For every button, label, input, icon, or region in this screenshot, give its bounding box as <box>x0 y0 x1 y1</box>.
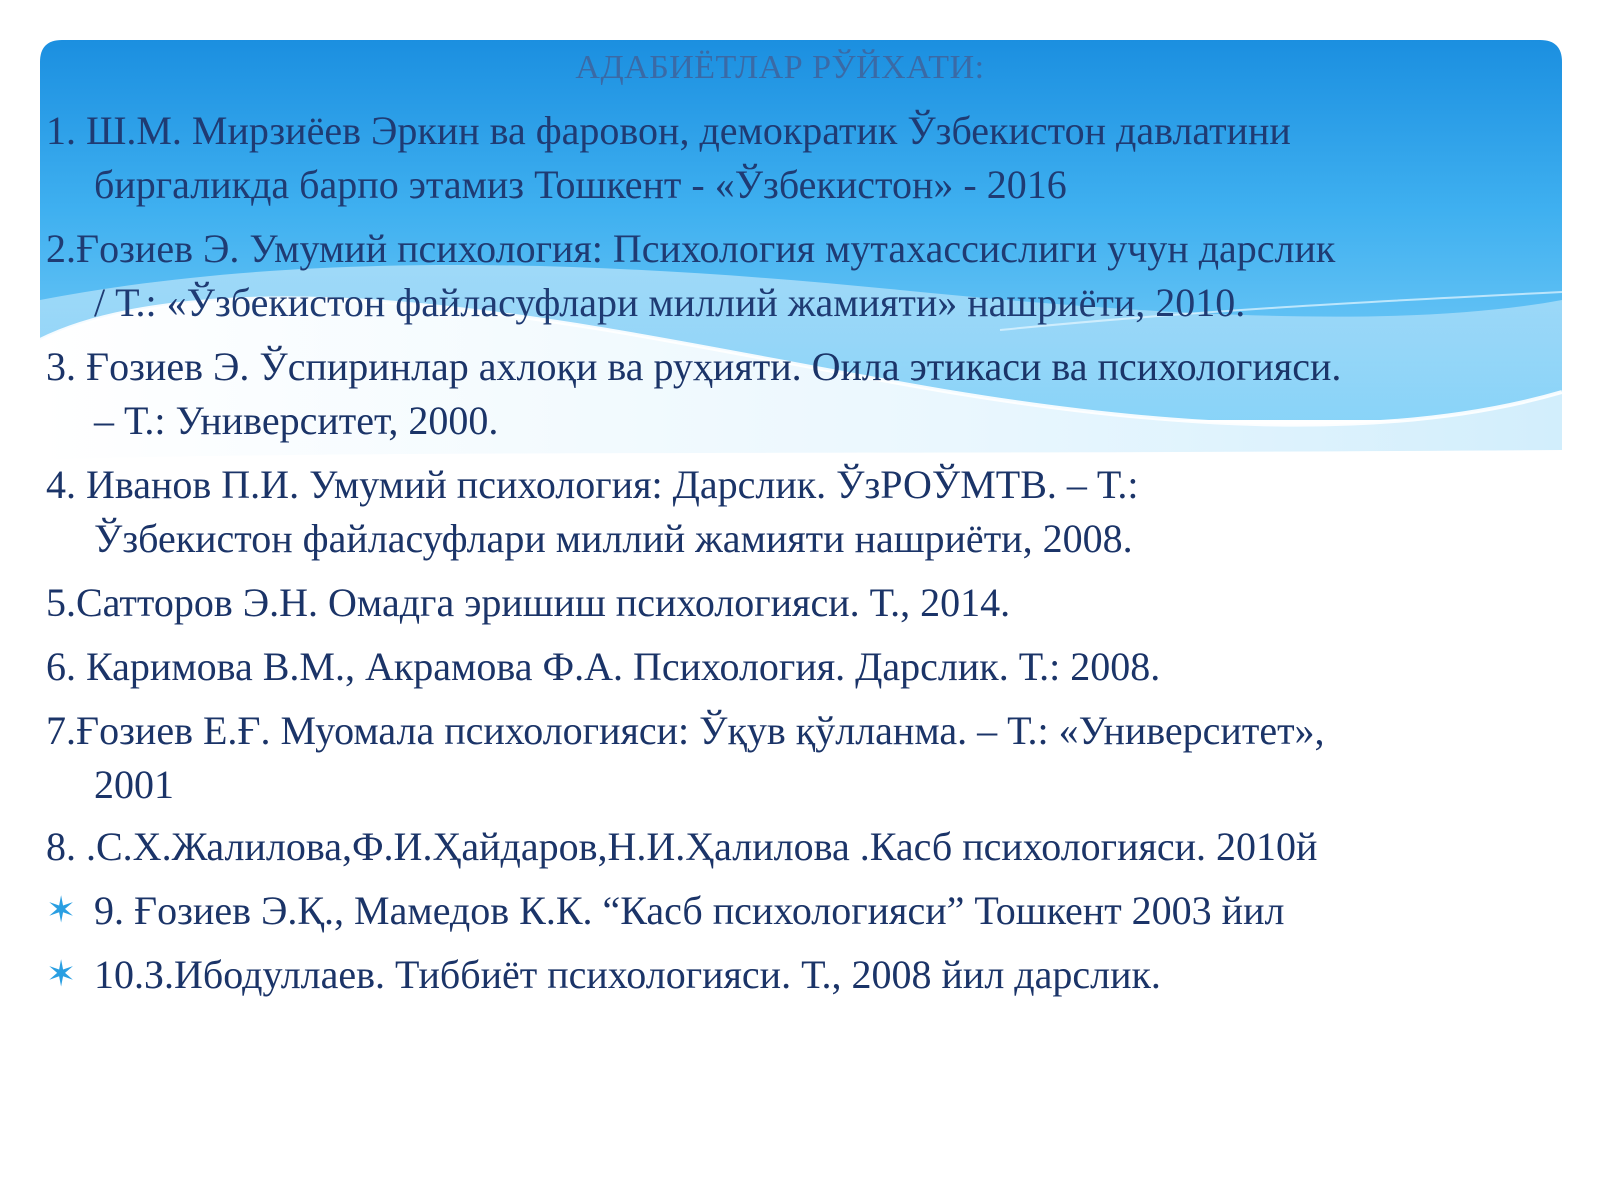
reference-item-10 <box>46 948 1556 1002</box>
reference-line: 5.Сатторов Э.Н. Омадга эришиш психологияси. Т., 2014. <box>46 580 1011 625</box>
reference-item-6 <box>46 640 1556 694</box>
reference-line-continued: Ўзбекистон файласуфлари миллий жамияти нашриёти, 2008. <box>94 516 1133 561</box>
reference-item-7 <box>46 704 1556 812</box>
reference-item-8 <box>46 820 1556 874</box>
reference-item-5 <box>46 576 1556 630</box>
reference-line: 4. Иванов П.И. Умумий психология: Дарслик. ЎзРОЎМТВ. – Т.: <box>46 462 1139 507</box>
star-bullet-icon: ✶ <box>46 890 77 931</box>
reference-item-1 <box>46 104 1556 212</box>
reference-line: 8. .С.Х.Жалилова,Ф.И.Ҳайдаров,Н.И.Ҳалилова .Касб психологияси. 2010й <box>46 824 1318 869</box>
star-bullet-icon: ✶ <box>46 954 77 995</box>
reference-line: 6. Каримова В.М., Акрамова Ф.А. Психология. Дарслик. Т.: 2008. <box>46 644 1161 689</box>
reference-line-continued: биргаликда барпо этамиз Тошкент - «Ўзбекистон» - 2016 <box>94 162 1067 207</box>
reference-item-3 <box>46 340 1556 448</box>
reference-item-4 <box>46 458 1556 566</box>
reference-line: 2.Ғозиев Э. Умумий психология: Психология мутахассислиги учун дарслик <box>46 226 1336 271</box>
reference-line-continued: / Т.: «Ўзбекистон файласуфлари миллий жамияти» нашриёти, 2010. <box>94 280 1246 325</box>
reference-line: 7.Ғозиев Е.Ғ. Муомала психологияси: Ўқув қўлланма. – Т.: «Университет», <box>46 708 1325 753</box>
reference-line: 1. Ш.М. Мирзиёев Эркин ва фаровон, демократик Ўзбекистон давлатини <box>46 108 1291 153</box>
reference-line: 9. Ғозиев Э.Қ., Мамедов К.К. “Касб психологияси” Тошкент 2003 йил <box>94 888 1285 933</box>
reference-item-2 <box>46 222 1556 330</box>
reference-line: 3. Ғозиев Э. Ўспиринлар ахлоқи ва руҳияти. Оила этикаси ва психологияси. <box>46 344 1342 389</box>
reference-line-continued: 2001 <box>94 762 174 807</box>
reference-item-9 <box>46 884 1556 938</box>
page-title: АДАБИЁТЛАР РЎЙХАТИ: <box>575 49 985 86</box>
reference-line-continued: – Т.: Университет, 2000. <box>94 398 499 443</box>
reference-line: 10.З.Ибодуллаев. Тиббиёт психологияси. Т., 2008 йил дарслик. <box>94 952 1161 997</box>
